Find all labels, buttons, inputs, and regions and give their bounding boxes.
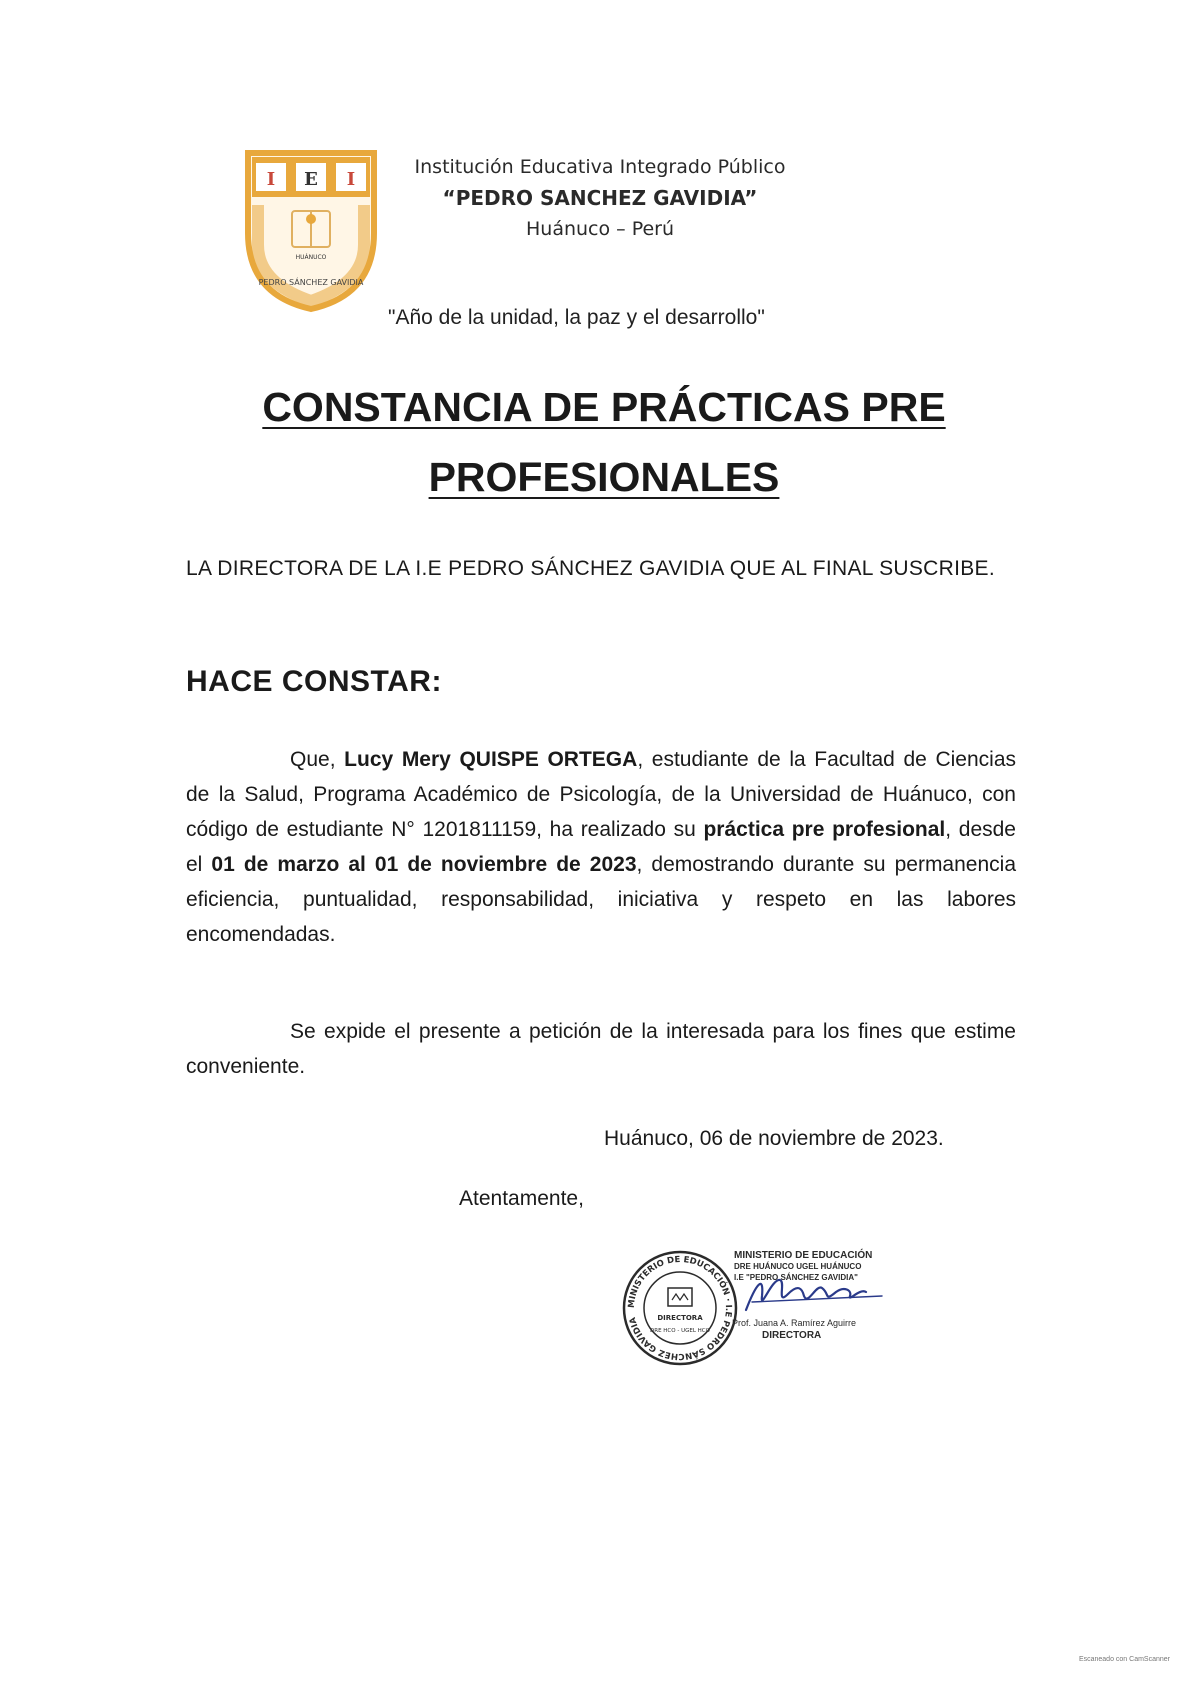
signature-block (732, 1248, 902, 1358)
crest-letter-3: I (346, 169, 356, 190)
scanner-watermark: Escaneado con CamScanner (1078, 1656, 1170, 1663)
institution-name: “PEDRO SANCHEZ GAVIDIA” (442, 186, 758, 210)
signatory-name: Prof. Juana A. Ramírez Aguirre (732, 1318, 857, 1328)
institution-type: Institución Educativa Integrado Público (414, 156, 786, 178)
p1-text-d: , demostrando durante su permanencia eficiencia, puntualidad, responsabilidad, iniciativa y respeto en las labores encomendadas. (186, 853, 1016, 946)
stamp-line-3: I.E "PEDRO SÁNCHEZ GAVIDIA" (734, 1273, 858, 1282)
svg-text:MINISTERIO DE EDUCACIÓN · I.E (627, 1255, 733, 1361)
body-paragraph-1 (186, 742, 1016, 952)
stamp-line-2: DRE HUÁNUCO UGEL HUÁNUCO (734, 1262, 862, 1271)
crest-center-text: HUÁNUCO (295, 254, 327, 261)
date-line: Huánuco, 06 de noviembre de 2023. (604, 1127, 944, 1150)
crest-letter-2: E (304, 169, 318, 190)
intro-paragraph: LA DIRECTORA DE LA I.E PEDRO SÁNCHEZ GAVIDIA QUE AL FINAL SUSCRIBE. (186, 557, 995, 580)
p1-text-b: , estudiante de la Facultad de Ciencias de la Salud, Programa Académico de Psicología, de la Universidad de Huánuco, con código de estudiante N° 1201811159, ha realizado su (186, 748, 1016, 841)
institution-location: Huánuco – Perú (525, 218, 675, 240)
body-paragraph-2 (186, 1014, 1016, 1084)
crest-ring-text: PEDRO SÁNCHEZ GAVIDIA (258, 278, 364, 287)
year-motto: "Año de la unidad, la paz y el desarrollo" (388, 306, 765, 329)
closing-line: Atentamente, (459, 1187, 584, 1210)
title-line-1: CONSTANCIA DE PRÁCTICAS PRE (262, 384, 946, 430)
stamp-line-1: MINISTERIO DE EDUCACIÓN (734, 1250, 873, 1261)
seal-ring-text: MINISTERIO DE EDUCACIÓN · I.E PEDRO SÁNCHEZ GAVIDIA (626, 1254, 734, 1362)
title-line-2: PROFESIONALES (428, 454, 780, 500)
crest-letter-1: I (266, 169, 276, 190)
handwritten-signature (732, 1266, 902, 1316)
seal-center-text: DIRECTORA (657, 1314, 703, 1322)
seal-bottom-text: DRE HCO - UGEL HCO (650, 1328, 710, 1334)
student-name: Lucy Mery QUISPE ORTEGA (344, 748, 638, 771)
section-heading: HACE CONSTAR: (186, 665, 442, 698)
practice-period: 01 de marzo al 01 de noviembre de 2023 (211, 853, 637, 876)
p1-text-c: , desde el (186, 818, 1016, 876)
signatory-role: DIRECTORA (762, 1330, 822, 1341)
school-crest-logo (242, 145, 380, 313)
document-title (180, 372, 1028, 512)
institution-header (390, 152, 810, 245)
official-round-seal (620, 1248, 740, 1368)
practice-label: práctica pre profesional (703, 818, 946, 841)
p1-text-a: Que, (290, 748, 345, 771)
p2-text: Se expide el presente a petición de la interesada para los fines que estime conveniente. (186, 1020, 1016, 1078)
